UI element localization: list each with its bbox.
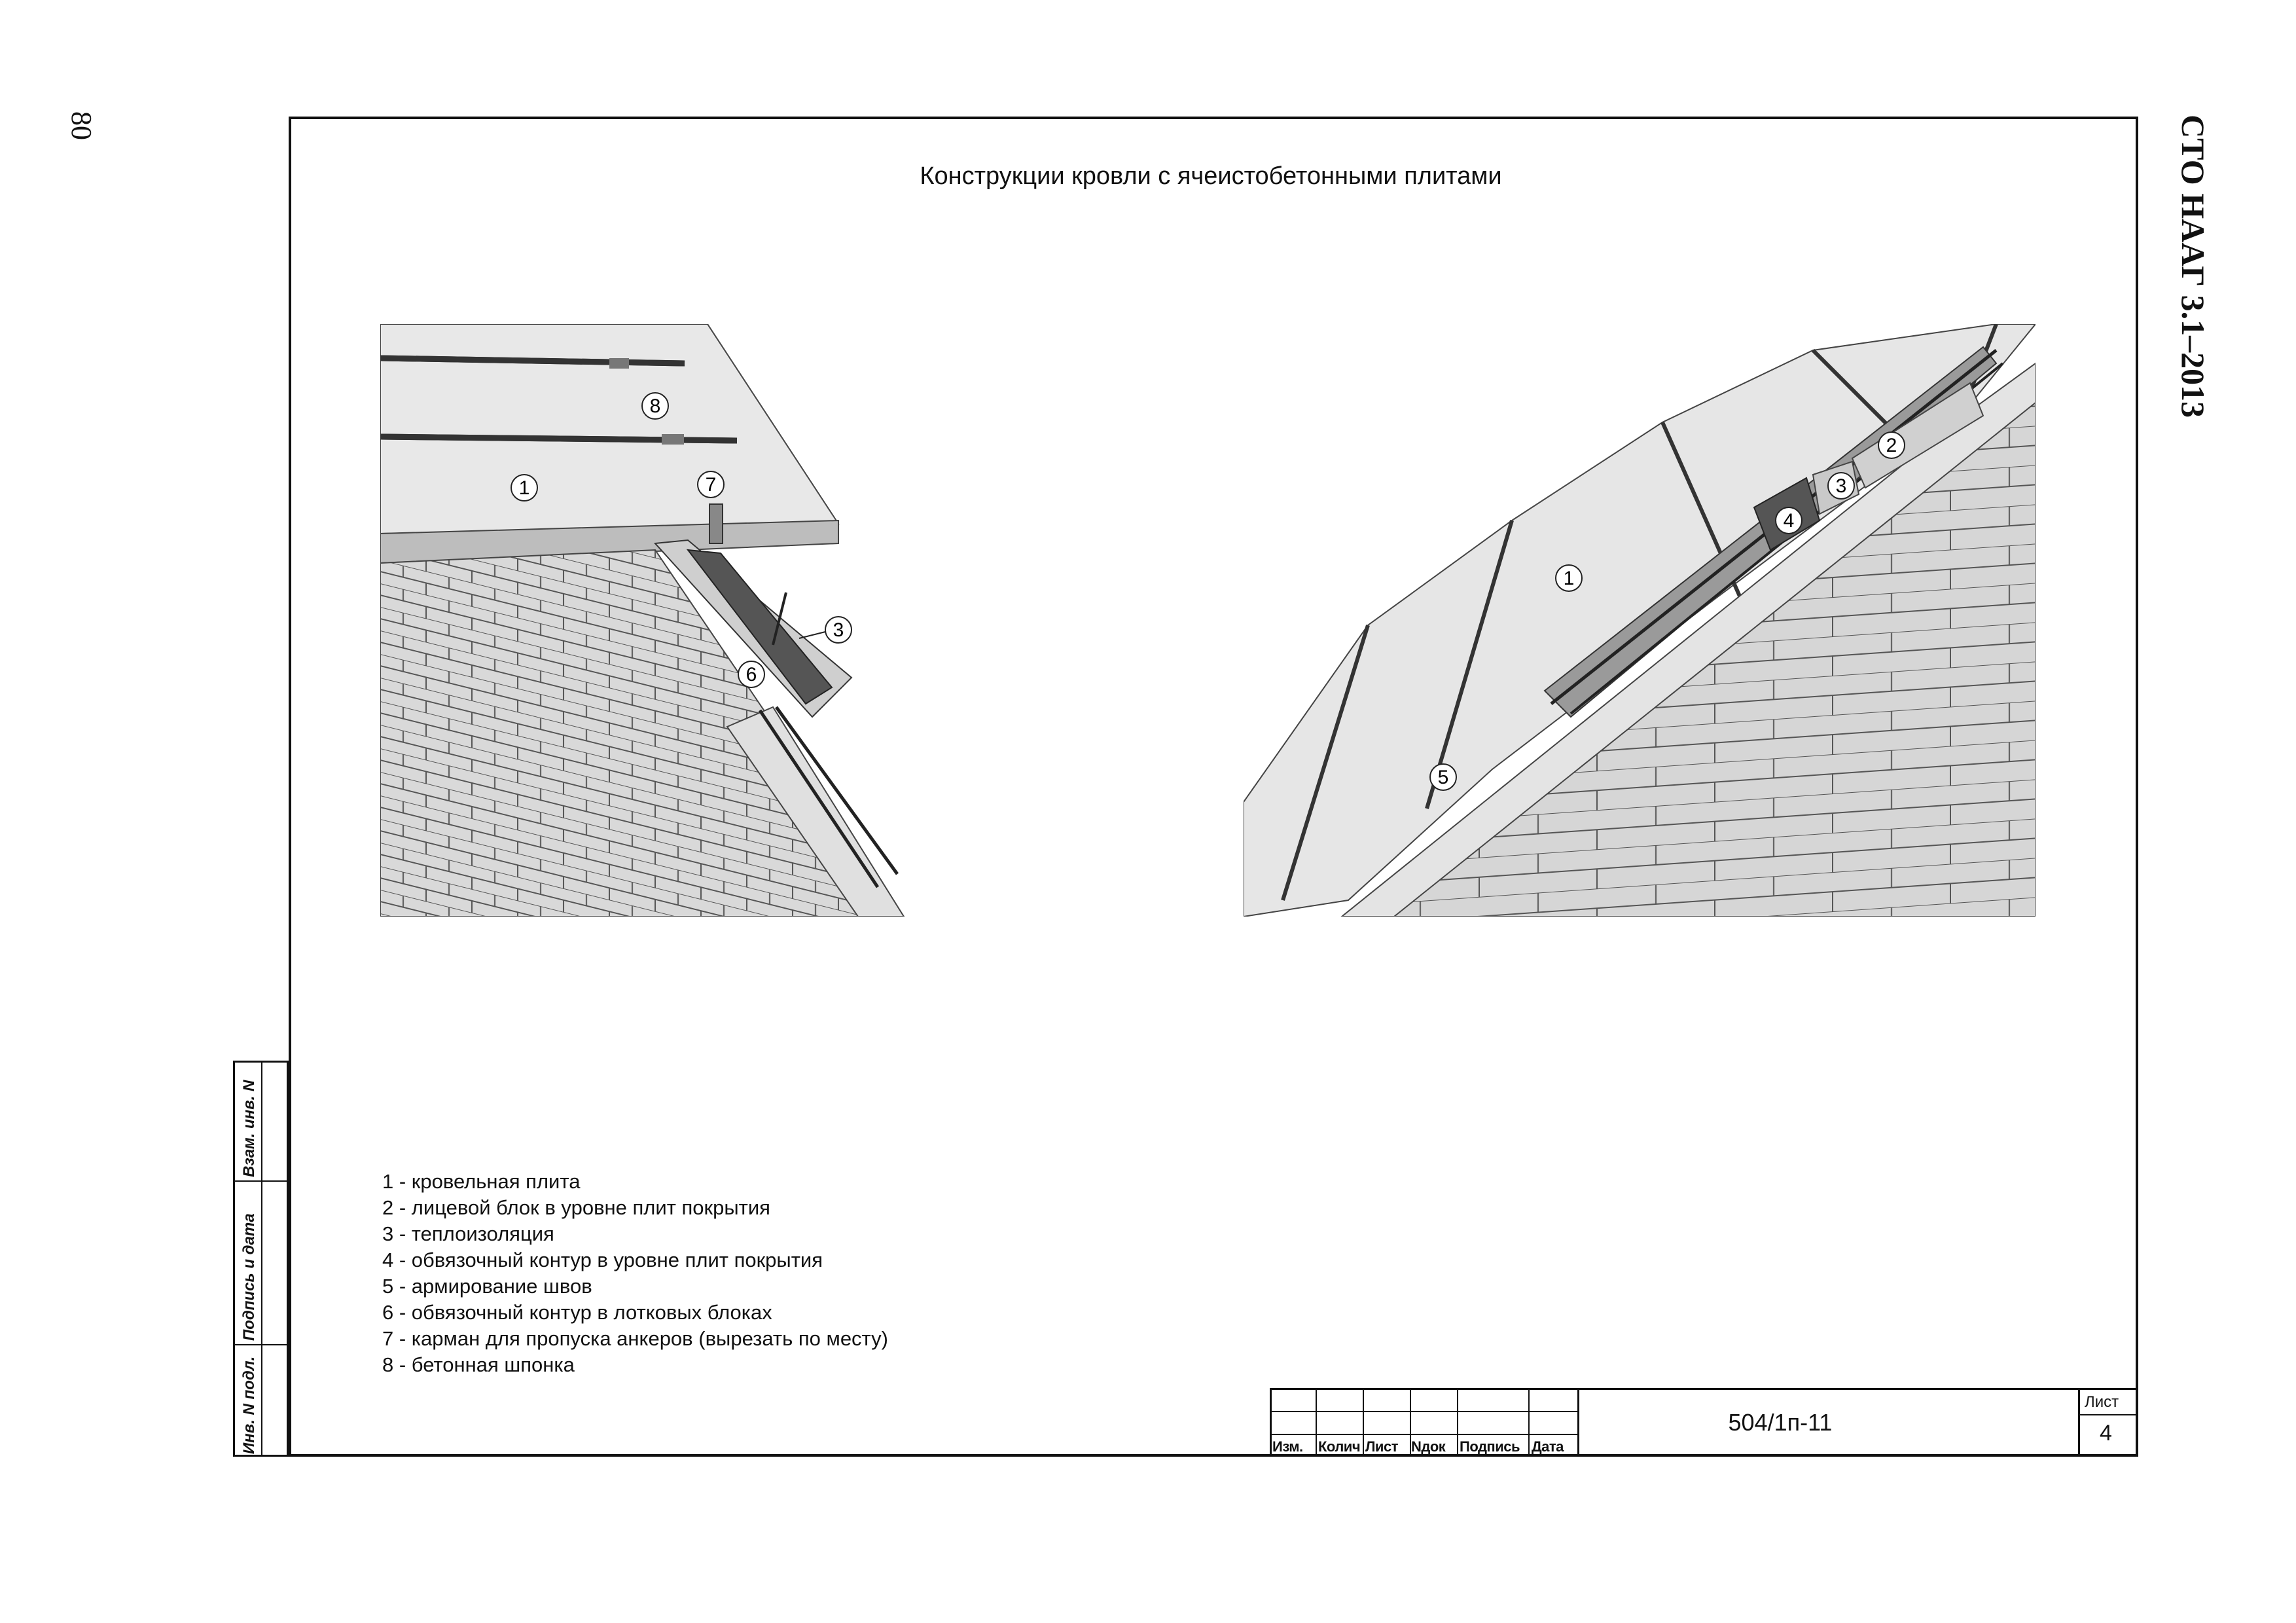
callout-8 <box>642 393 668 419</box>
callout-5 <box>1430 764 1456 790</box>
svg-text:2: 2 <box>1886 435 1897 456</box>
stamp-sheet-label: Лист <box>2085 1393 2119 1411</box>
callout-1 <box>511 475 537 501</box>
callout-6 <box>738 661 764 687</box>
stamp-col-ndok: Nдок <box>1411 1438 1446 1455</box>
sheet-title: Конструкции кровли с ячеистобетонными плитами <box>920 162 1502 190</box>
svg-text:6: 6 <box>745 664 757 685</box>
svg-text:5: 5 <box>1437 767 1449 788</box>
drawing-gable-detail <box>1244 324 2036 917</box>
callout-3 <box>799 617 852 643</box>
title-block <box>1270 1388 2138 1457</box>
callout-4 <box>1776 507 1802 534</box>
stamp-sheet-number: 4 <box>2100 1421 2112 1446</box>
legend-list <box>382 1169 888 1378</box>
document-code: СТО НААГ 3.1–2013 <box>2175 115 2212 418</box>
stamp-document-code: 504/1п-11 <box>1728 1409 1833 1436</box>
drawing-eaves-detail <box>380 324 943 917</box>
side-stamp-strip <box>233 1061 289 1457</box>
svg-text:1: 1 <box>1563 568 1575 589</box>
callout-1 <box>1556 565 1582 591</box>
vzam-inv-label: Взам. инв. N <box>240 1080 258 1177</box>
callout-2 <box>1878 432 1905 458</box>
legend-item: 1 - кровельная плита <box>382 1170 581 1193</box>
callout-7 <box>698 471 724 498</box>
svg-text:4: 4 <box>1783 510 1795 532</box>
svg-text:7: 7 <box>705 474 717 496</box>
legend-item: 5 - армирование швов <box>382 1275 592 1298</box>
stamp-col-podpis: Подпись <box>1460 1438 1520 1455</box>
stamp-col-izm: Изм. <box>1272 1438 1303 1455</box>
stamp-col-list: Лист <box>1365 1438 1398 1455</box>
svg-text:1: 1 <box>518 477 530 499</box>
svg-text:3: 3 <box>833 619 844 641</box>
legend-item: 7 - карман для пропуска анкеров (вырезать по месту) <box>382 1327 888 1350</box>
legend-item: 2 - лицевой блок в уровне плит покрытия <box>382 1196 770 1219</box>
svg-text:8: 8 <box>649 395 661 417</box>
podpis-data-label: Подпись и дата <box>240 1213 258 1341</box>
legend-item: 3 - теплоизоляция <box>382 1222 554 1245</box>
inv-podl-label: Инв. N подл. <box>240 1356 258 1454</box>
stamp-col-data: Дата <box>1532 1438 1564 1455</box>
page-number: 80 <box>65 111 98 140</box>
callout-3 <box>1828 473 1854 499</box>
svg-text:3: 3 <box>1835 475 1847 497</box>
legend-item: 6 - обвязочный контур в лотковых блоках <box>382 1301 772 1324</box>
legend-item: 4 - обвязочный контур в уровне плит покрытия <box>382 1249 823 1271</box>
legend-item: 8 - бетонная шпонка <box>382 1353 575 1376</box>
stamp-col-kolich: Колич <box>1318 1438 1361 1455</box>
